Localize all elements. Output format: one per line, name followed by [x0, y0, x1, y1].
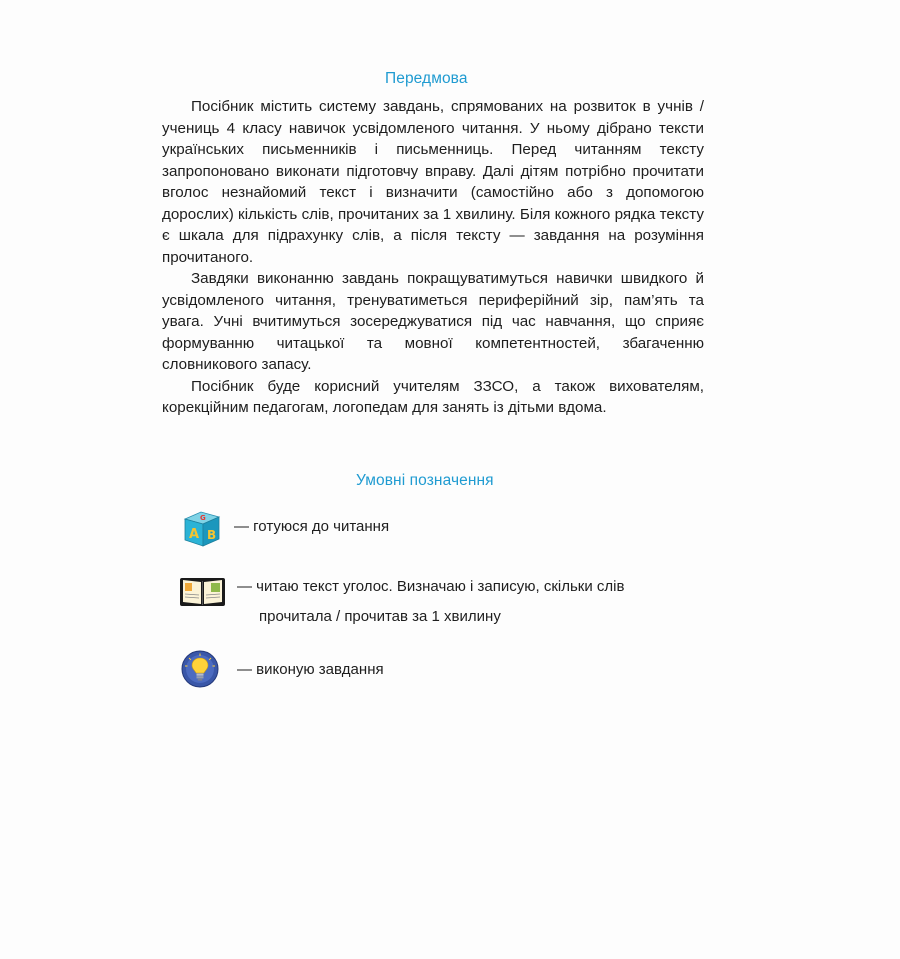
preface-paragraph-3: Посібник буде корисний учителям ЗЗСО, а також вихователям, корекційним педагогам, логопедам для занять із дітьми вдома. — [162, 377, 704, 416]
preface-text — [162, 96, 704, 419]
legend-title: Умовні позначення — [356, 472, 494, 489]
open-book-icon — [179, 575, 226, 608]
svg-text:G: G — [200, 514, 206, 522]
preface-paragraph-1: Посібник містить систему завдань, спрямованих на розвиток в учнів / учениць 4 класу навичок усвідомленого читання. У ньому дібрано тексти українських письменників і письменниць. Перед читанням тексту запропоновано виконати підготовчу вправу. Далі дітям потрібно прочитати вголос незнайомий текст і визначити (самостійно або з допомогою дорослих) кількість слів, прочитаних за 1 хвилину. Біля кожного рядка тексту є шкала для підрахунку слів, а після тексту — завдання на розуміння прочитаного. — [162, 98, 704, 266]
lightbulb-icon — [181, 650, 219, 688]
svg-text:A: A — [189, 527, 200, 542]
legend-item-prepare: — готуюся до читання — [234, 518, 390, 535]
svg-text:B: B — [207, 528, 217, 542]
preface-title: Передмова — [385, 70, 468, 87]
legend-item-do-task: — виконую завдання — [237, 661, 384, 678]
legend-item-read-aloud-continued: прочитала / прочитав за 1 хвилину — [259, 608, 501, 625]
preface-paragraph-2: Завдяки виконанню завдань покращуватимуться навички швидкого й усвідомленого читання, тренуватиметься периферійний зір, пам’ять та увага. Учні вчитимуться зосереджуватися під час навчання, що сприяє формуванню читацької та мовної компетентностей, збагаченню словникового запасу. — [162, 270, 704, 373]
legend-item-read-aloud: — читаю текст уголос. Визначаю і записую, скільки слів — [237, 578, 625, 595]
abc-cube-icon — [181, 510, 223, 548]
